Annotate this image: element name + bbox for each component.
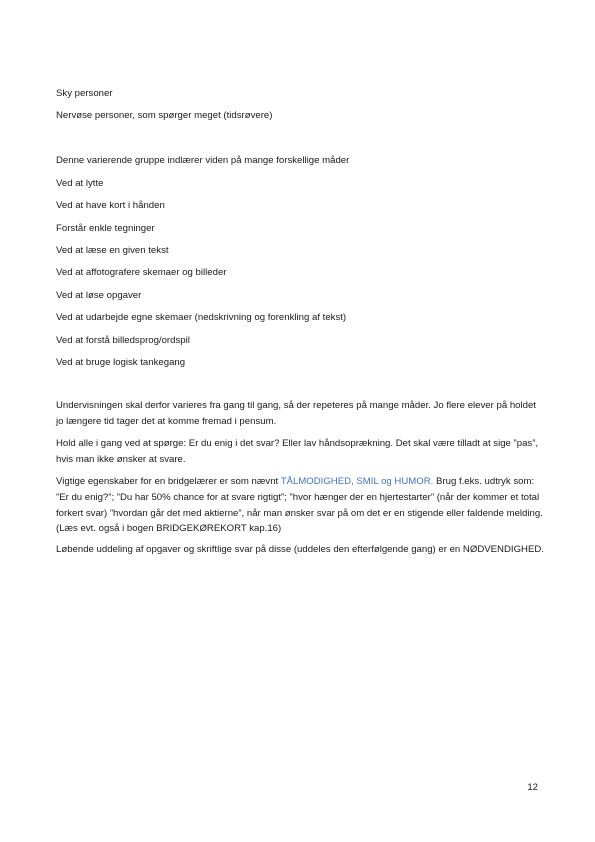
paragraph [56,474,546,537]
paragraph-text: Vigtige egenskaber for en bridgelærer er som nævnt [56,476,281,487]
list-item: Nervøse personer, som spørger meget (tidsrøvere) [56,110,273,121]
list-item: Forstår enkle tegninger [56,223,155,234]
list-item: Ved at have kort i hånden [56,200,165,211]
paragraph: Løbende uddeling af opgaver og skriftlige svar på disse (uddeles den efterfølgende gang) er en NØDVENDIGHED. [56,544,544,555]
list-item: Sky personer [56,88,113,99]
list-item: Ved at løse opgaver [56,290,142,301]
highlighted-text: TÅLMODIGHED, SMIL og HUMOR. [280,476,434,487]
paragraph: Undervisningen skal derfor varieres fra gang til gang, så der repeteres på mange måder. Jo flere elever på holdet jo længere tid tager det at komme fremad i pensum. [56,400,536,427]
page-number: 12 [527,782,538,793]
paragraph: Hold alle i gang ved at spørge: Er du enig i det svar? Eller lav håndsoprækning. Det skal være tilladt at sige ”pas”, hvis man ikke ønsker at svare. [56,438,539,465]
list-item: Ved at lytte [56,178,104,189]
list-item: Ved at bruge logisk tankegang [56,357,186,368]
intro-text: Denne varierende gruppe indlærer viden på mange forskellige måder [56,155,350,166]
list-item: Ved at affotografere skemaer og billeder [56,267,227,278]
list-item: Ved at forstå billedsprog/ordspil [56,335,190,346]
list-item: Ved at udarbejde egne skemaer (nedskrivning og forenkling af tekst) [56,312,347,323]
paragraph-text: Brug f.eks. udtryk som: ”Er du enig?”; ”Du har 50% chance for at svare rigtigt”; ”hvor hænger der en hjertestarter” (når der kommer et total forkert svar) ”hvordan går det med aktierne”, når man ønsker svar på om det er en stigende eller faldende melding. (Læs evt. også i bogen BRIDGEKØREKORT kap.16) [56,476,543,535]
list-item: Ved at læse en given tekst [56,245,169,256]
